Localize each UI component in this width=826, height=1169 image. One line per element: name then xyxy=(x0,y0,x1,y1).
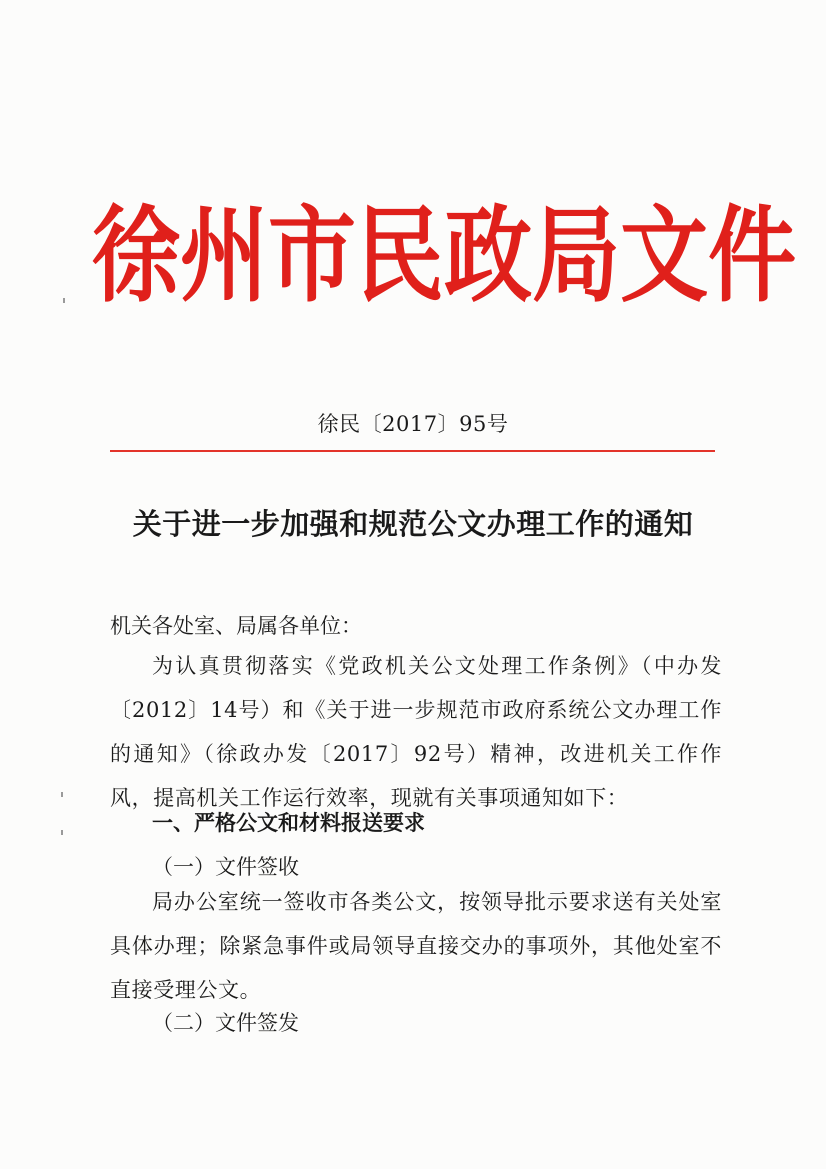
notice-title: 关于进一步加强和规范公文办理工作的通知 xyxy=(132,507,694,541)
intro-paragraph: 为认真贯彻落实《党政机关公文处理工作条例》（中办发〔2012〕14号）和《关于进一步规范市政府系统公文办理工作的通知》（徐政办发〔2017〕92号）精神，改进机关工作作风，提高机关工作运行效率，现就有关事项通知如下： xyxy=(110,654,722,810)
header-title-char: 政 xyxy=(444,194,533,317)
header-title-char: 徐 xyxy=(92,194,181,317)
subsection-paragraph: 局办公室统一签收市各类公文，按领导批示要求送有关处室具体办理；除紧急事件或局领导直接交办的事项外，其他处室不直接受理公文。 xyxy=(110,890,722,1002)
header-title-char: 州 xyxy=(180,194,269,317)
document-number: 徐民〔2017〕95号 xyxy=(317,412,509,436)
margin-mark xyxy=(61,830,63,835)
header-title-char: 文 xyxy=(620,194,709,317)
margin-mark xyxy=(61,792,63,797)
header-title-char: 局 xyxy=(532,194,621,317)
header-title-char: 民 xyxy=(356,194,445,317)
margin-mark xyxy=(63,298,65,303)
subsection-heading: （一）文件签收 xyxy=(152,855,299,879)
header-title-char: 市 xyxy=(268,194,357,317)
header-title-char: 件 xyxy=(708,194,797,317)
document-header-title xyxy=(92,185,797,327)
subsection-heading: （二）文件签发 xyxy=(152,1011,299,1035)
section-heading: 一、严格公文和材料报送要求 xyxy=(152,810,425,835)
red-divider-line xyxy=(110,450,715,452)
addressee: 机关各处室、局属各单位： xyxy=(110,614,362,638)
